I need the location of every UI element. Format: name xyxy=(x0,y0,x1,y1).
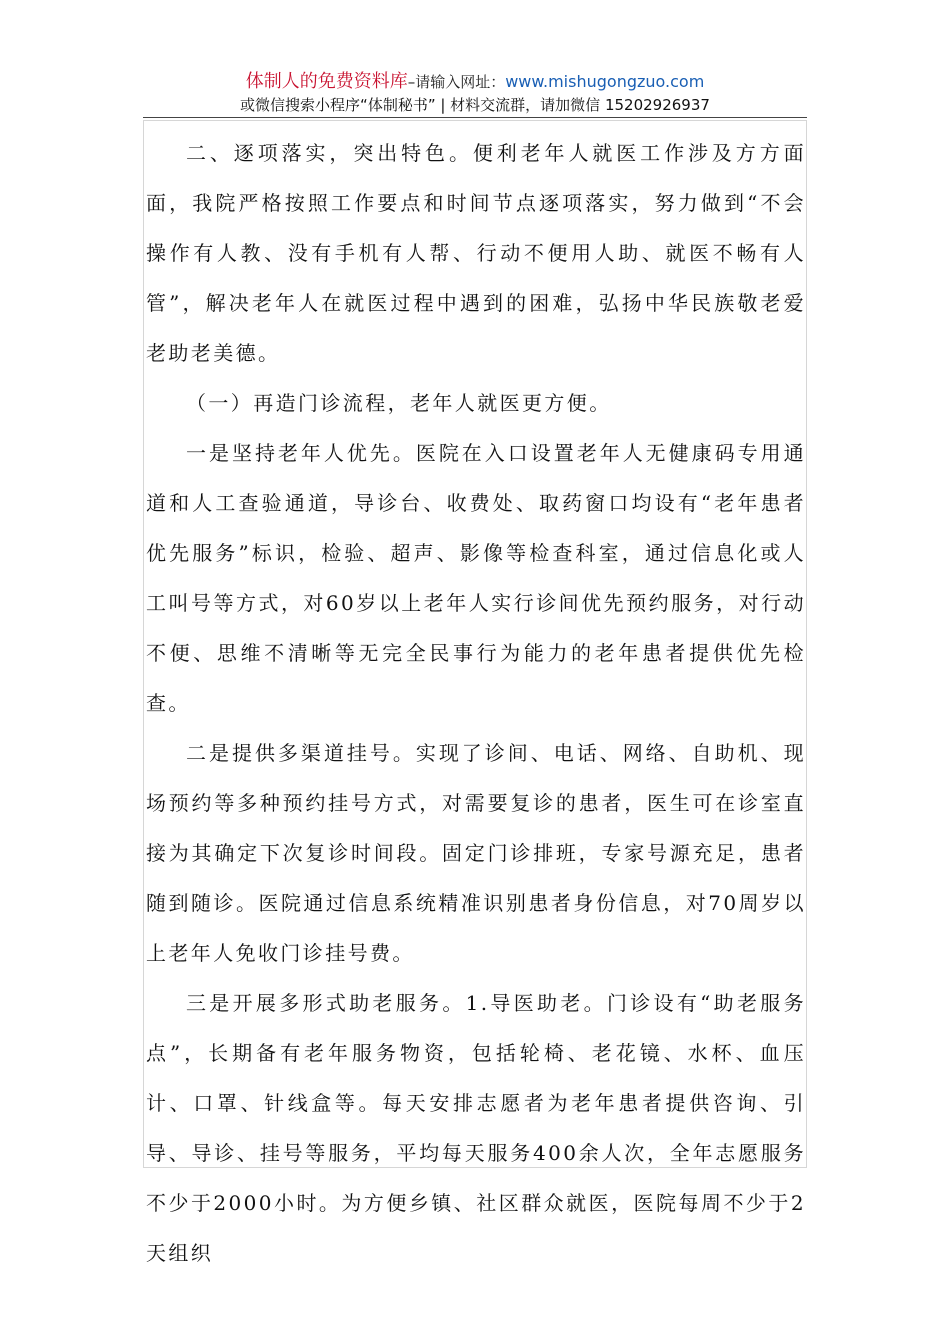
paragraph: 二是提供多渠道挂号。实现了诊间、电话、网络、自助机、现场预约等多种预约挂号方式，对需要复诊的患者，医生可在诊室直接为其确定下次复诊时间段。固定门诊排班，专家号源充足，患者随到随诊。医院通过信息系统精准识别患者身份信息，对70周岁以上老年人免收门诊挂号费。 xyxy=(146,741,806,965)
paragraph: 二、逐项落实，突出特色。便利老年人就医工作涉及方方面面，我院严格按照工作要点和时间节点逐项落实，努力做到“不会操作有人教、没有手机有人帮、行动不便用人助、就医不畅有人管”，解决老年人在就医过程中遇到的困难，弘扬中华民族敬老爱老助老美德。 xyxy=(146,141,806,365)
subheading: （一）再造门诊流程，老年人就医更方便。 xyxy=(186,391,612,415)
header-line-2: 或微信搜索小程序“体制秘书” | 材料交流群，请加微信 15202926937 xyxy=(240,96,710,114)
header-divider xyxy=(143,117,807,118)
document-body xyxy=(146,128,806,1278)
paragraph: 三是开展多形式助老服务。1.导医助老。门诊设有“助老服务点”，长期备有老年服务物资，包括轮椅、老花镜、水杯、血压计、口罩、针线盒等。每天安排志愿者为老年患者提供咨询、引导、导诊、挂号等服务，平均每天服务400余人次，全年志愿服务不少于2000小时。为方便乡镇、社区群众就医，医院每周不少于2天组织 xyxy=(146,991,806,1265)
brand-name: 体制人的免费资料库 xyxy=(245,71,408,92)
url-prompt: –请输入网址： xyxy=(407,73,506,91)
page-header xyxy=(0,70,950,116)
website-link[interactable]: www.mishugongzuo.com xyxy=(505,72,705,91)
paragraph: 一是坚持老年人优先。医院在入口设置老年人无健康码专用通道和人工查验通道，导诊台、收费处、取药窗口均设有“老年患者优先服务”标识，检验、超声、影像等检查科室，通过信息化或人工叫号等方式，对60岁以上老年人实行诊间优先预约服务，对行动不便、思维不清晰等无完全民事行为能力的老年患者提供优先检查。 xyxy=(146,441,806,715)
header-line-1 xyxy=(0,70,950,94)
